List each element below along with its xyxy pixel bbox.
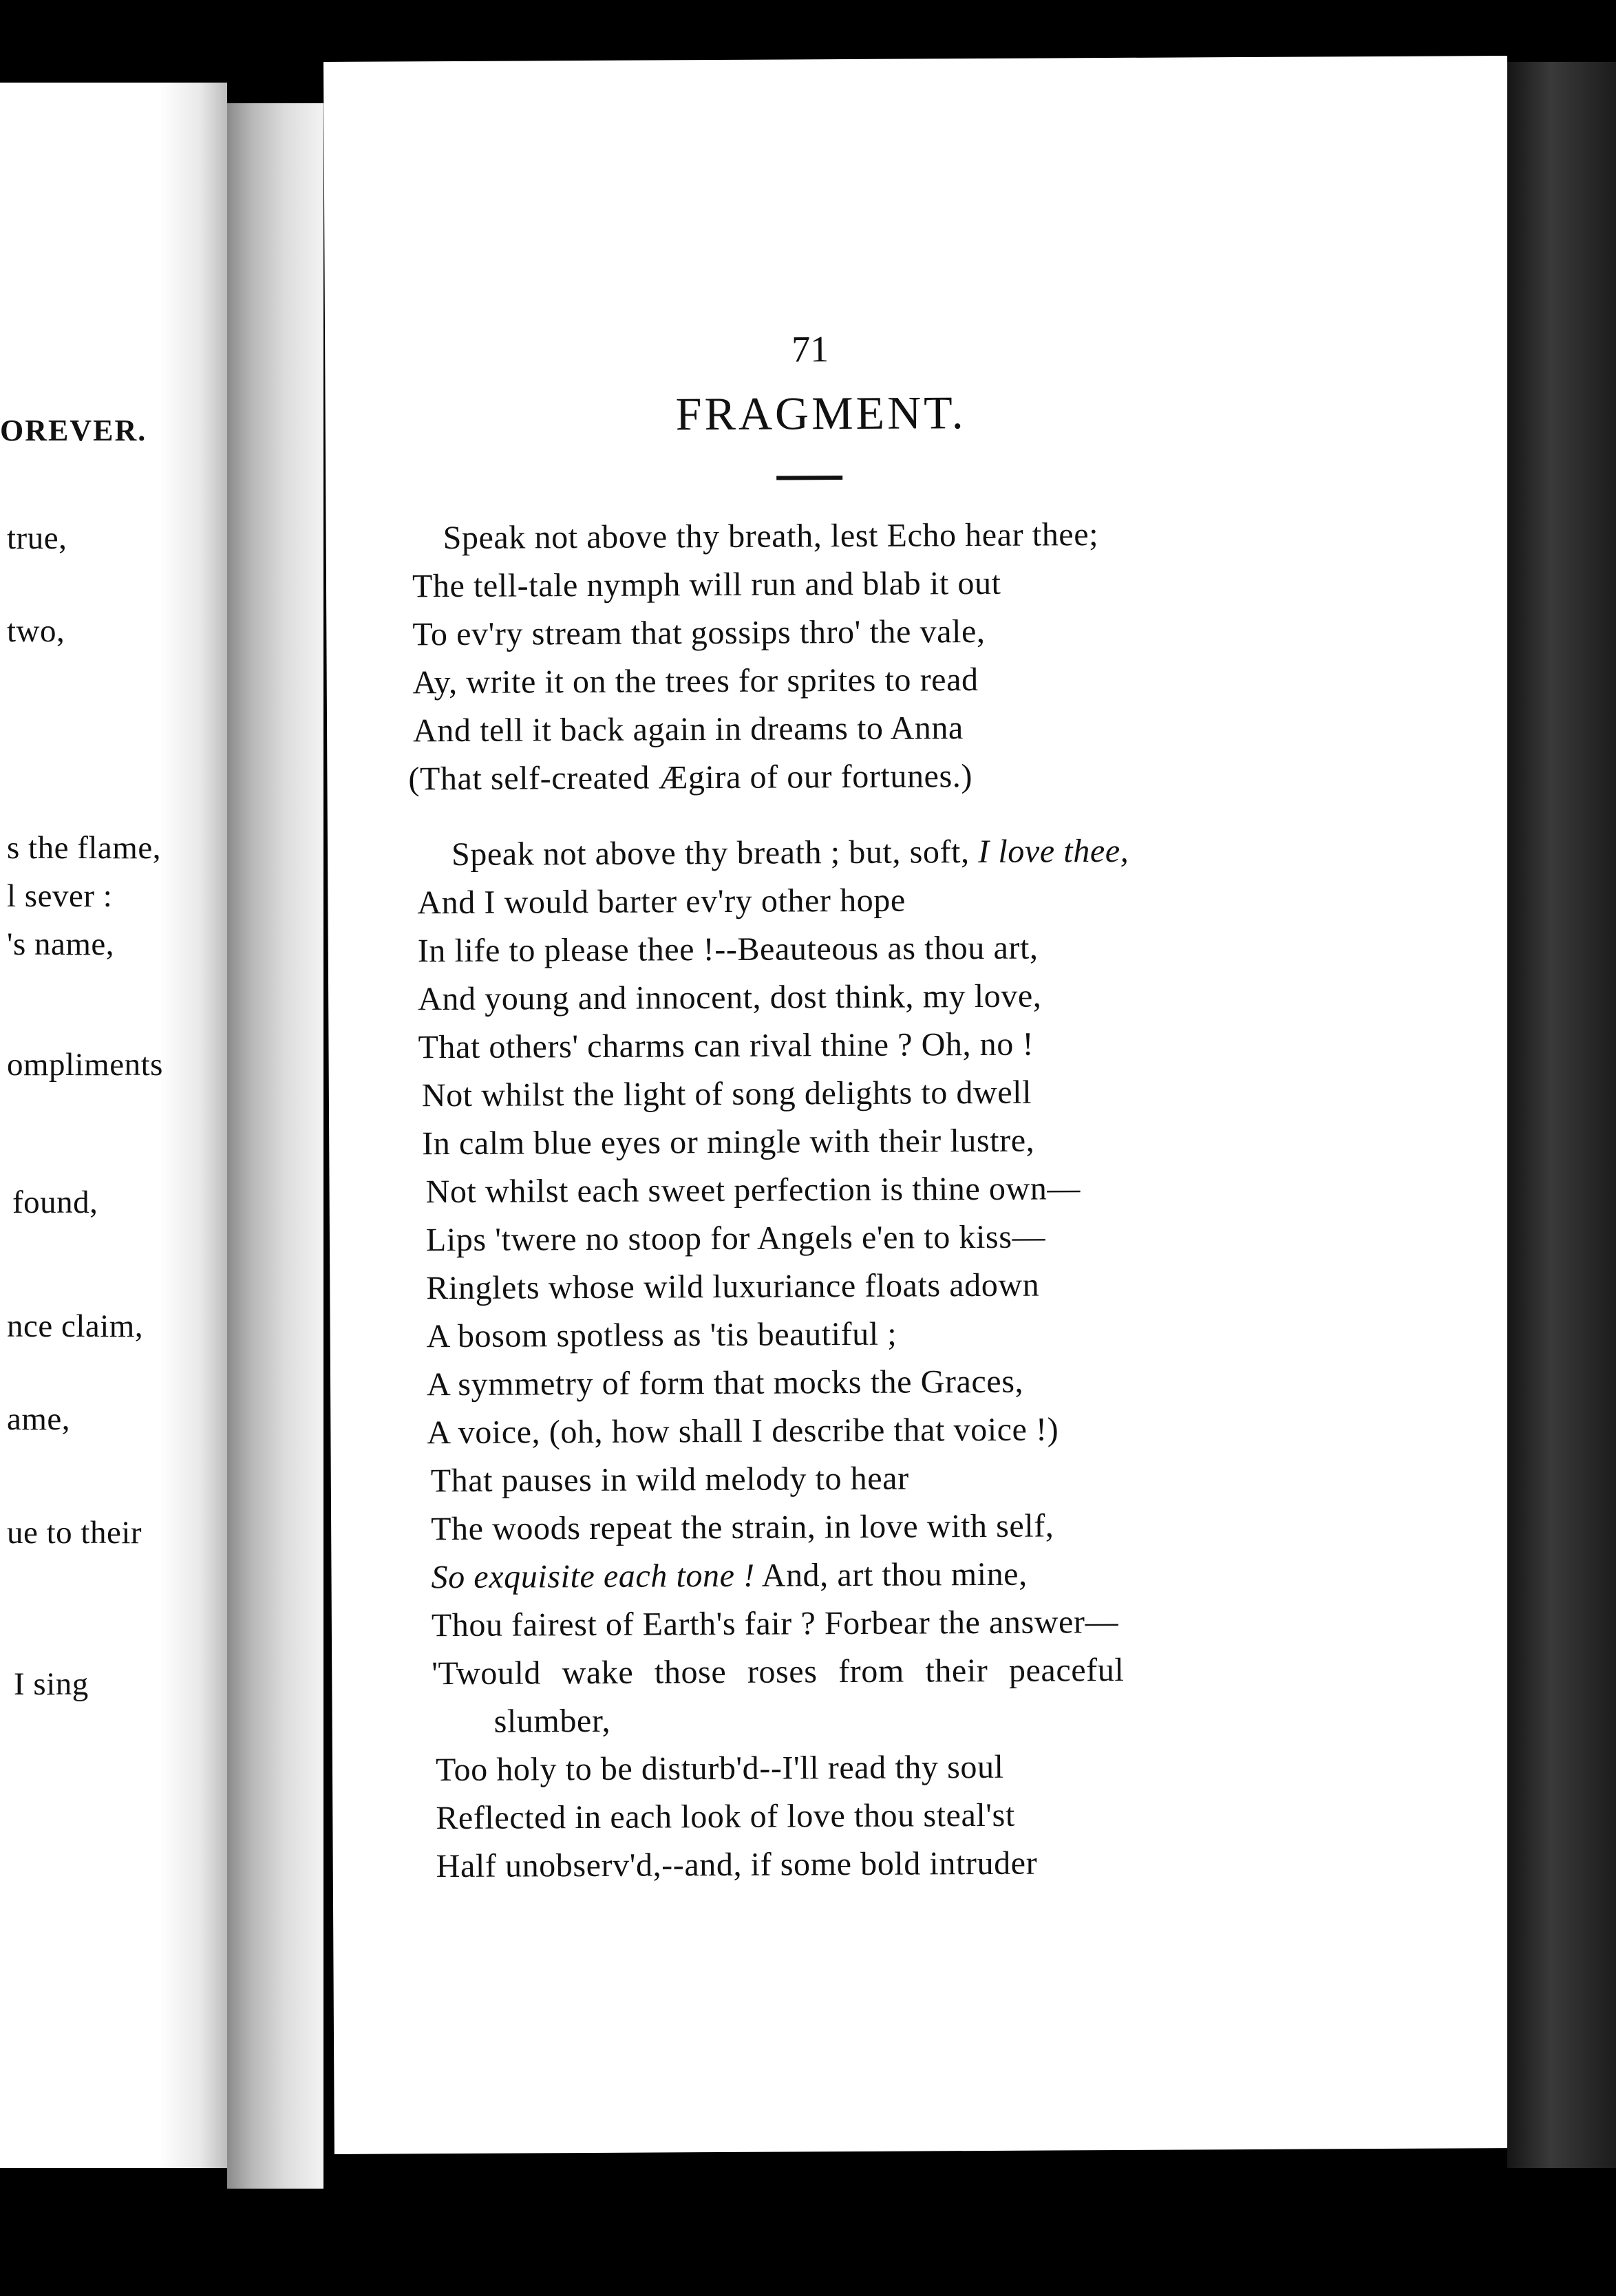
left-page-text-fragment: ame, xyxy=(7,1401,71,1437)
left-page-text-fragment: two, xyxy=(7,613,65,649)
right-page xyxy=(323,56,1518,2154)
poem-line: A voice, (oh, how shall I describe that voice !) xyxy=(427,1411,1059,1452)
poem-line: A bosom spotless as 'tis beautiful ; xyxy=(426,1315,897,1355)
poem-line: Ay, write it on the trees for sprites to read xyxy=(412,661,979,701)
left-page-heading-fragment: OREVER. xyxy=(0,414,147,447)
poem-line: Speak not above thy breath, lest Echo hear thee; xyxy=(443,516,1099,557)
poem-line xyxy=(431,1555,1027,1597)
poem-line: Not whilst each sweet perfection is thine own— xyxy=(425,1170,1081,1211)
page-number: 71 xyxy=(791,328,829,370)
poem-line: In calm blue eyes or mingle with their lustre, xyxy=(422,1122,1035,1162)
left-page-text-fragment: nce claim, xyxy=(7,1308,144,1344)
poem-line: Reflected in each look of love thou steal'st xyxy=(436,1796,1015,1837)
poem-line: The woods repeat the strain, in love with self, xyxy=(431,1507,1054,1548)
left-page-text-fragment: I sing xyxy=(14,1666,89,1702)
poem-line: To ev'ry stream that gossips thro' the vale, xyxy=(412,613,986,653)
poem-line: Ringlets whose wild luxuriance floats adown xyxy=(426,1266,1040,1307)
left-page-text-fragment: s the flame, xyxy=(7,830,161,866)
poem-title: FRAGMENT. xyxy=(675,386,966,440)
poem-line: Half unobserv'd,--and, if some bold intruder xyxy=(436,1845,1038,1885)
poem-line: Lips 'twere no stoop for Angels e'en to kiss— xyxy=(425,1218,1046,1259)
poem-line: That pauses in wild melody to hear xyxy=(430,1460,909,1500)
poem-line xyxy=(451,832,1129,873)
book-gutter xyxy=(227,103,323,2189)
poem-line-italic-part: I love thee, xyxy=(978,832,1129,871)
poem-line: And I would barter ev'ry other hope xyxy=(417,882,906,922)
left-page-text-fragment: ue to their xyxy=(7,1515,142,1551)
left-page-text-fragment: true, xyxy=(7,520,67,556)
book-cover-edge xyxy=(1507,62,1616,2168)
poem-line: (That self-created Ægira of our fortunes.) xyxy=(408,758,973,798)
poem-line: Thou fairest of Earth's fair ? Forbear the answer— xyxy=(431,1603,1119,1644)
title-rule xyxy=(776,476,842,480)
poem-line-italic-part: So exquisite each tone ! xyxy=(431,1557,755,1596)
poem-line-part: Speak not above thy breath ; but, soft, xyxy=(451,833,970,873)
poem-line: And young and innocent, dost think, my love, xyxy=(417,977,1042,1018)
left-page-text-fragment: found, xyxy=(12,1184,98,1220)
poem-line: In life to please thee !--Beauteous as thou art, xyxy=(417,929,1039,970)
left-page-text-fragment: l sever : xyxy=(7,878,113,914)
poem-line: slumber, xyxy=(493,1702,611,1740)
poem-line: A symmetry of form that mocks the Graces, xyxy=(426,1363,1024,1403)
left-page-text-fragment: 's name, xyxy=(7,926,115,962)
poem-line-part: And, art thou mine, xyxy=(761,1555,1028,1594)
poem-line: And tell it back again in dreams to Anna xyxy=(412,710,964,750)
poem-line: The tell-tale nymph will run and blab it out xyxy=(412,564,1001,605)
left-facing-page xyxy=(0,83,227,2168)
poem-line: 'Twould wake those roses from their peaceful xyxy=(432,1651,1125,1692)
poem-line: Too holy to be disturb'd--I'll read thy soul xyxy=(435,1748,1004,1789)
top-shadow xyxy=(372,0,1473,62)
poem-line: Not whilst the light of song delights to dwell xyxy=(421,1074,1032,1114)
poem-line: That others' charms can rival thine ? Oh, no ! xyxy=(418,1025,1034,1066)
left-page-text-fragment: ompliments xyxy=(7,1047,163,1083)
